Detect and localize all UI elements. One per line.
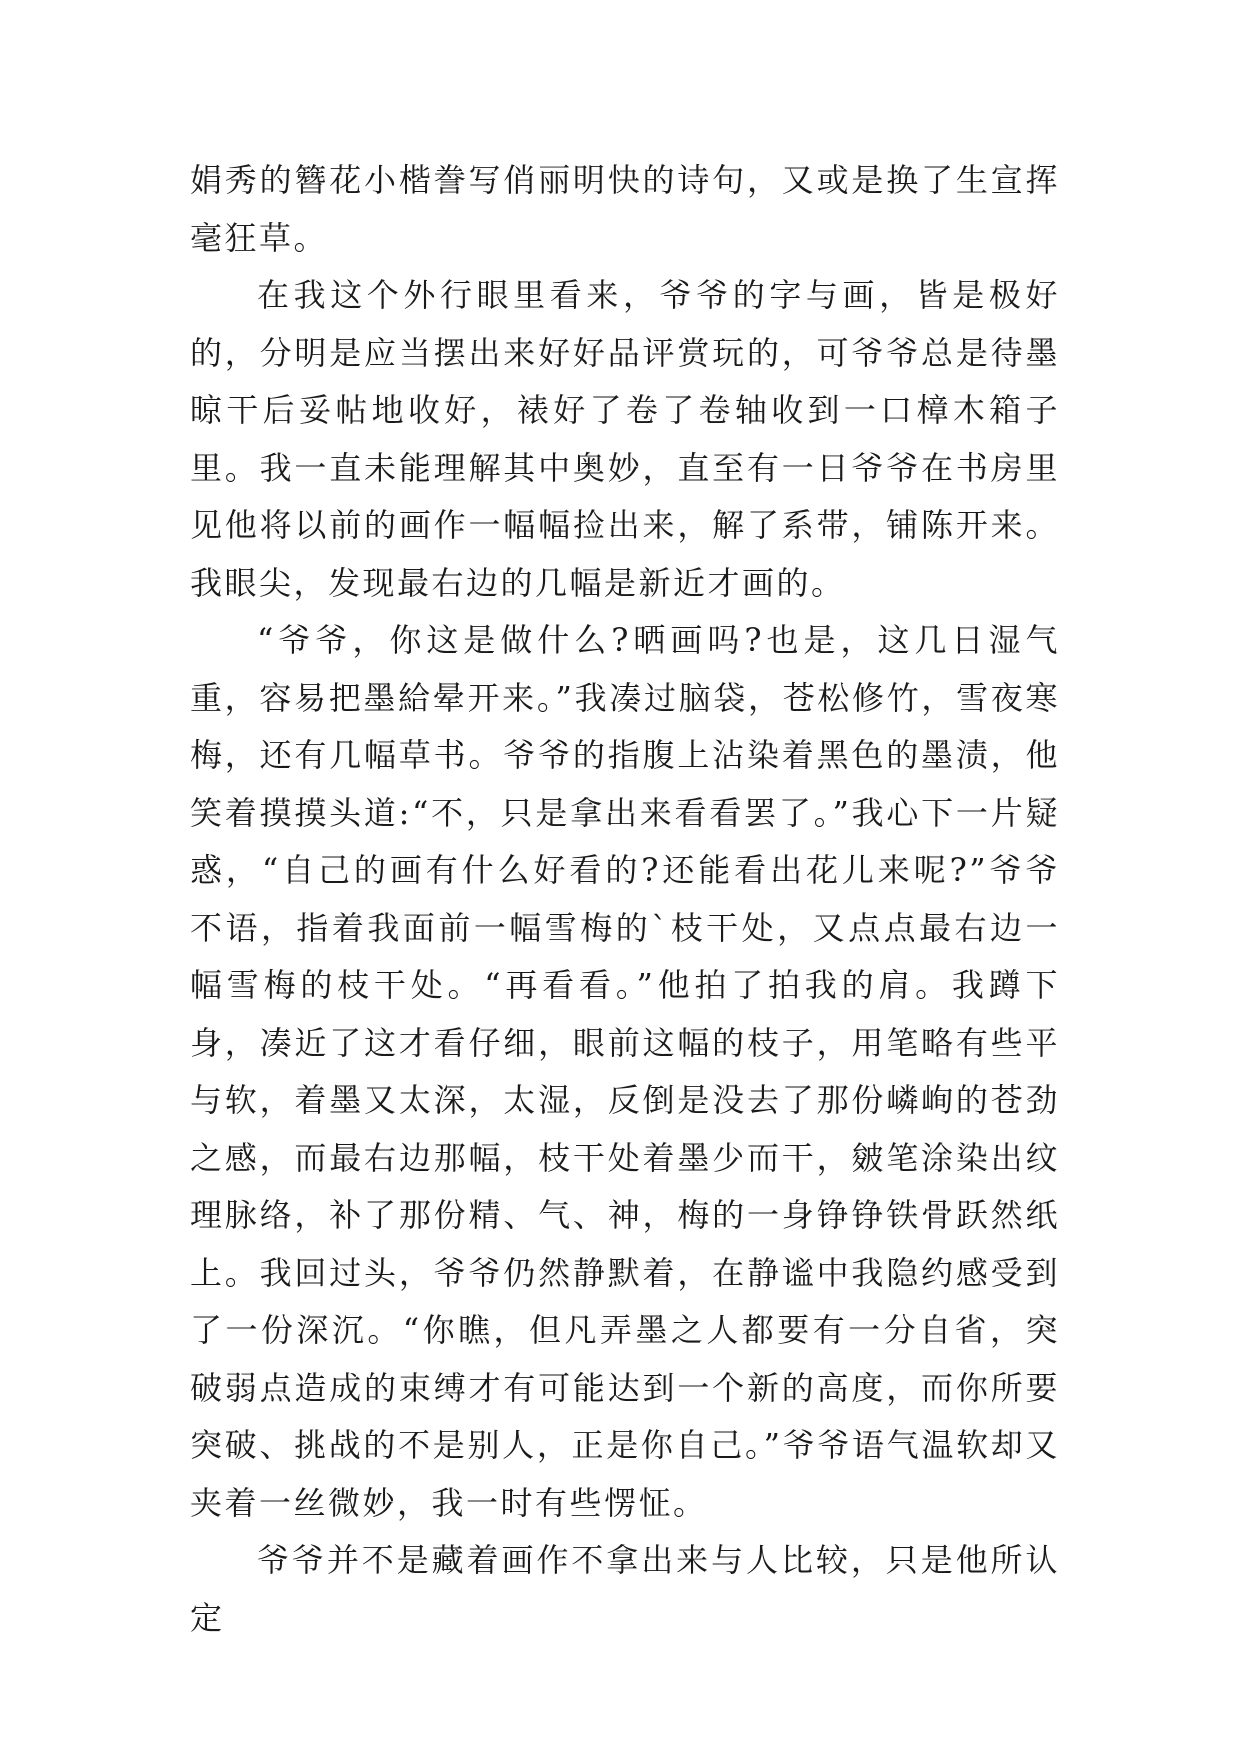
paragraph: 爷爷并不是藏着画作不拿出来与人比较，只是他所认定 — [190, 1541, 1060, 1637]
body-text — [190, 152, 1060, 1647]
paragraph-continued: 娟秀的簪花小楷誊写俏丽明快的诗句，又或是换了生宣挥毫狂草。 — [190, 161, 1060, 257]
paragraph: 在我这个外行眼里看来，爷爷的字与画，皆是极好的，分明是应当摆出来好好品评赏玩的，可爷爷总是待墨晾干后妥帖地收好，裱好了卷了卷轴收到一口樟木箱子里。我一直未能理解其中奥妙，直至有一日爷爷在书房里见他将以前的画作一幅幅捡出来，解了系带，铺陈开来。我眼尖，发现最右边的几幅是新近才画的。 — [190, 276, 1060, 602]
paragraph: “爷爷，你这是做什么?晒画吗?也是，这几日湿气重，容易把墨給晕开来。”我凑过脑袋，苍松修竹，雪夜寒梅，还有几幅草书。爷爷的指腹上沾染着黑色的墨渍，他笑着摸摸头道:“不，只是拿出来看看罢了。”我心下一片疑惑，“自己的画有什么好看的?还能看出花儿来呢?”爷爷不语，指着我面前一幅雪梅的`枝干处，又点点最右边一幅雪梅的枝干处。“再看看。”他拍了拍我的肩。我蹲下身，凑近了这才看仔细，眼前这幅的枝子，用笔略有些平与软，着墨又太深，太湿，反倒是没去了那份嶙峋的苍劲之感，而最右边那幅，枝干处着墨少而干，皴笔涂染出纹理脉络，补了那份精、气、神，梅的一身铮铮铁骨跃然纸上。我回过头，爷爷仍然静默着，在静谧中我隐约感受到了一份深沉。“你瞧，但凡弄墨之人都要有一分自省，突破弱点造成的束缚才有可能达到一个新的高度，而你所要突破、挑战的不是别人，正是你自己。”爷爷语气温软却又夹着一丝微妙，我一时有些愣怔。 — [190, 621, 1060, 1522]
